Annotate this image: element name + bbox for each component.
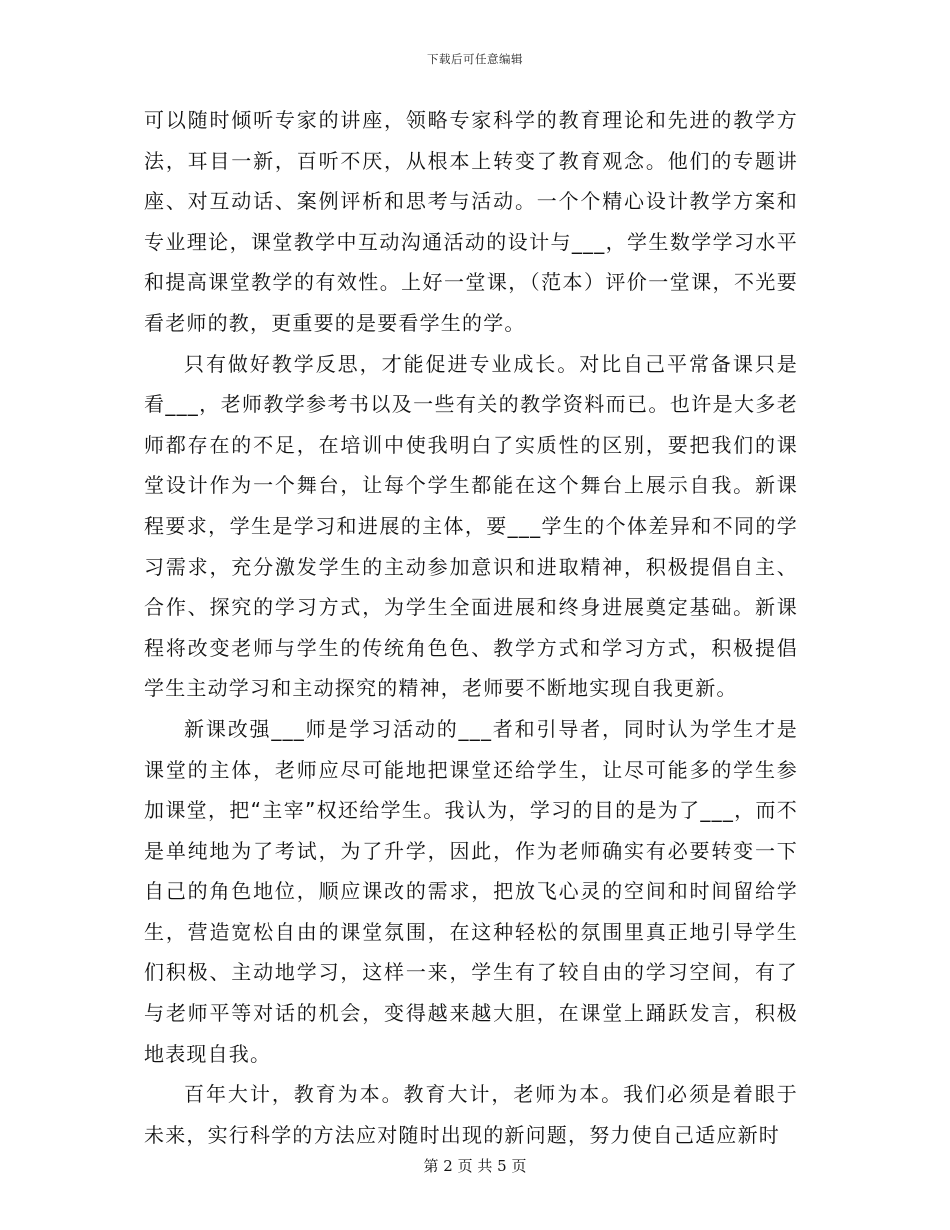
page-header: 下载后可任意编辑 [427,52,523,66]
paragraph-4: 百年大计，教育为本。教育大计，老师为本。我们必须是着眼于未来，实行科学的方法应对随时出现的新问题，努力使自己适应新时 [144,1082,798,1147]
paragraph-1: 可以随时倾听专家的讲座，领略专家科学的教育理论和先进的教学方法，耳目一新，百听不厌，从根本上转变了教育观念。他们的专题讲座、对互动话、案例评析和思考与活动。一个个精心设计教学方案和专业理论，课堂教学中互动沟通活动的设计与___，学生数学学习水平和提高课堂教学的有效性。上好一堂课，（范本）评价一堂课，不光要看老师的教，更重要的是要看学生的学。 [144,108,798,335]
document-body [144,100,798,1155]
paragraph-2: 只有做好教学反思，才能促进专业成长。对比自己平常备课只是看___，老师教学参考书以及一些有关的教学资料而已。也许是大多老师都存在的不足，在培训中使我明白了实质性的区别，要把我们的课堂设计作为一个舞台，让每个学生都能在这个舞台上展示自我。新课程要求，学生是学习和进展的主体，要___学生的个体差异和不同的学习需求，充分激发学生的主动参加意识和进取精神，积极提倡自主、合作、探究的学习方式，为学生全面进展和终身进展奠定基础。新课程将改变老师与学生的传统角色色、教学方式和学习方式，积极提倡学生主动学习和主动探究的精神，老师要不断地实现自我更新。 [144,351,798,701]
page-footer: 第 2 页 共 5 页 [423,1157,527,1175]
paragraph-3: 新课改强___师是学习活动的___者和引导者，同时认为学生才是课堂的主体，老师应尽可能地把课堂还给学生，让尽可能多的学生参加课堂，把“主宰”权还给学生。我认为，学习的目的是为了___，而不是单纯地为了考试，为了升学，因此，作为老师确实有必要转变一下自己的角色地位，顺应课改的需求，把放飞心灵的空间和时间留给学生，营造宽松自由的课堂氛围，在这种轻松的氛围里真正地引导学生们积极、主动地学习，这样一来，学生有了较自由的学习空间，有了与老师平等对话的机会，变得越来越大胆，在课堂上踊跃发言，积极地表现自我。 [144,716,798,1066]
